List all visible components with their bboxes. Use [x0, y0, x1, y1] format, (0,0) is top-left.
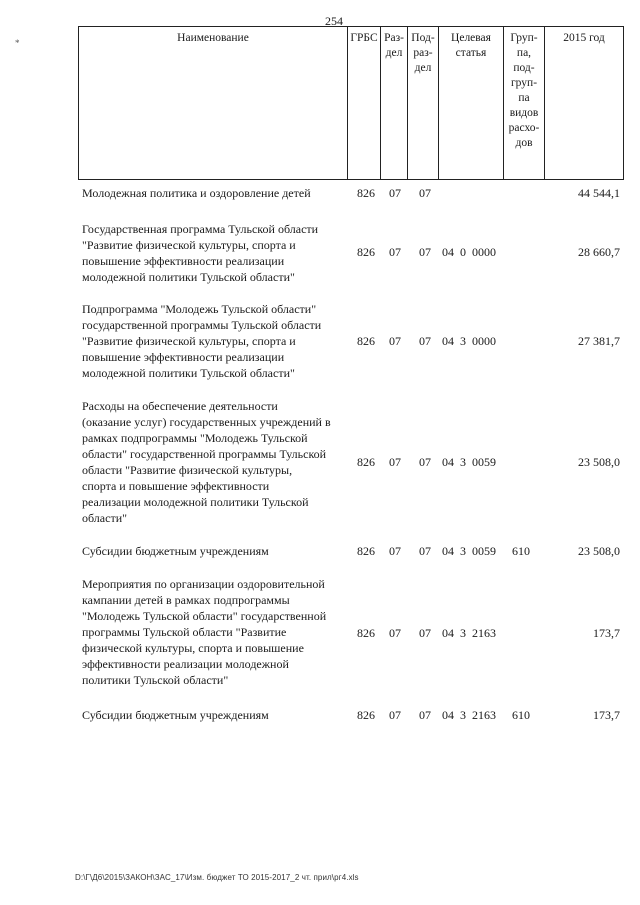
row-target: 04 3 2163 — [442, 626, 496, 640]
row-grbs: 826 — [357, 626, 375, 640]
row-razdel: 07 — [389, 334, 401, 348]
row-grbs: 826 — [357, 455, 375, 469]
row-podrazdel: 07 — [419, 334, 431, 348]
header-razdel: Раз- дел — [380, 27, 407, 179]
row-amount: 27 381,7 — [578, 334, 620, 348]
row-podrazdel: 07 — [419, 245, 431, 259]
row-razdel: 07 — [389, 708, 401, 722]
row-amount: 23 508,0 — [578, 455, 620, 469]
row-group: 610 — [512, 544, 530, 558]
row-razdel: 07 — [389, 245, 401, 259]
row-razdel: 07 — [389, 544, 401, 558]
row-target: 04 3 2163 — [442, 708, 496, 722]
row-group: 610 — [512, 708, 530, 722]
page-number: 254 — [325, 14, 343, 28]
row-name: Мероприятия по организации оздоровительной кампании детей в рамках подпрограммы "Молодежь Тульской области" государственной программы Тульской области "Развитие физической культуры, спорта и повышение эффективности реализации молодежной политики Тульской области" — [82, 577, 327, 687]
row-name: Субсидии бюджетным учреждениям — [82, 544, 269, 558]
row-podrazdel: 07 — [419, 544, 431, 558]
row-target: 04 0 0000 — [442, 245, 496, 259]
row-razdel: 07 — [389, 186, 401, 200]
header-target: Целевая статья — [438, 27, 503, 179]
row-podrazdel: 07 — [419, 626, 431, 640]
row-target: 04 3 0059 — [442, 544, 496, 558]
row-name: Субсидии бюджетным учреждениям — [82, 708, 269, 722]
row-amount: 173,7 — [593, 708, 620, 722]
table-header — [78, 26, 624, 180]
row-name: Подпрограмма "Молодежь Тульской области" государственной программы Тульской области "Развитие физической культуры, спорта и повышение эффективности реализации молодежной политики Тульской области" — [82, 302, 322, 380]
row-amount: 23 508,0 — [578, 544, 620, 558]
row-name: Государственная программа Тульской области "Развитие физической культуры, спорта и повышение эффективности реализации молодежной политики Тульской области" — [82, 222, 319, 284]
header-group: Груп- па, под- груп- па видов расхо- дов — [503, 27, 544, 179]
row-grbs: 826 — [357, 708, 375, 722]
row-amount: 44 544,1 — [578, 186, 620, 200]
row-grbs: 826 — [357, 245, 375, 259]
row-amount: 173,7 — [593, 626, 620, 640]
stray-mark: * — [15, 38, 20, 48]
header-podrazdel: Под- раз- дел — [407, 27, 438, 179]
row-amount: 28 660,7 — [578, 245, 620, 259]
row-razdel: 07 — [389, 455, 401, 469]
row-podrazdel: 07 — [419, 455, 431, 469]
row-podrazdel: 07 — [419, 708, 431, 722]
row-grbs: 826 — [357, 186, 375, 200]
row-target: 04 3 0000 — [442, 334, 496, 348]
row-name: Молодежная политика и оздоровление детей — [82, 186, 311, 200]
footer-file-path: D:\Г\Д6\2015\ЗАКОН\ЗАС_17\Изм. бюджет ТО 2015-2017_2 чт. прил\рг4.xls — [75, 873, 359, 882]
header-name: Наименование — [78, 27, 347, 179]
row-grbs: 826 — [357, 544, 375, 558]
row-target: 04 3 0059 — [442, 455, 496, 469]
row-podrazdel: 07 — [419, 186, 431, 200]
row-name: Расходы на обеспечение деятельности (оказание услуг) государственных учреждений в рамках подпрограммы "Молодежь Тульской области" государственной программы Тульской области "Развитие физической культуры, спорта и повышение эффективности реализации молодежной политики Тульской области" — [82, 399, 331, 525]
row-grbs: 826 — [357, 334, 375, 348]
header-grbs: ГРБС — [347, 27, 380, 179]
header-year: 2015 год — [544, 27, 624, 179]
row-razdel: 07 — [389, 626, 401, 640]
